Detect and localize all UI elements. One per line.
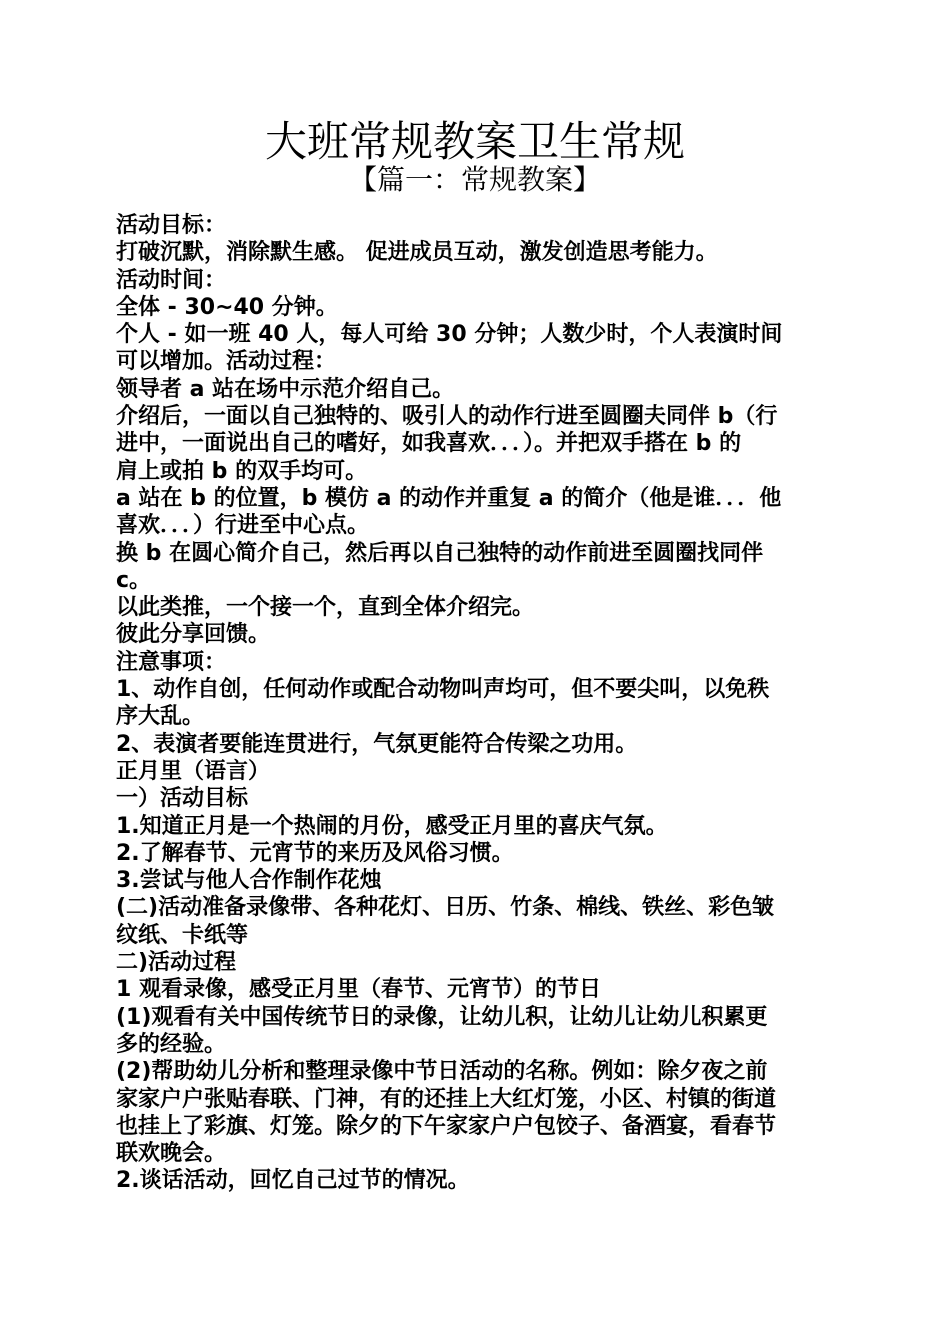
body-line: 一）活动目标 <box>116 786 249 812</box>
document-body <box>116 212 836 1195</box>
body-line: 肩上或拍 b 的双手均可。 <box>116 458 368 484</box>
body-line: 1 观看录像，感受正月里（春节、元宵节）的节日 <box>116 977 601 1003</box>
body-line: 多的经验。 <box>116 1031 227 1057</box>
body-line: (1)观看有关中国传统节日的录像，让幼儿积，让幼儿让幼儿积累更 <box>116 1004 768 1030</box>
body-line: 纹纸、卡纸等 <box>116 922 249 948</box>
body-line: 活动目标： <box>116 213 227 238</box>
body-line: 正月里（语言） <box>116 758 271 784</box>
body-line: 联欢晚会。 <box>116 1141 227 1167</box>
body-line: 3.尝试与他人合作制作花烛 <box>116 868 382 894</box>
body-line: 1.知道正月是一个热闹的月份，感受正月里的喜庆气氛。 <box>116 813 668 839</box>
body-line: 喜欢．．．）行进至中心点。 <box>116 513 370 539</box>
body-line: 也挂上了彩旗、灯笼。除夕的下午家家户户包饺子、备酒宴，看春节 <box>116 1113 777 1139</box>
body-line: 介绍后，一面以自己独特的、吸引人的动作行进至圆圈夫同伴 b（行 <box>116 404 778 430</box>
body-line: 2.谈话活动，回忆自己过节的情况。 <box>116 1168 470 1194</box>
body-line: 进中，一面说出自己的嗜好，如我喜欢．．．）。并把双手搭在 b 的 <box>116 431 742 457</box>
body-line: 以此类推，一个接一个，直到全体介绍完。 <box>116 595 535 621</box>
body-line: a 站在 b 的位置，b 模仿 a 的动作并重复 a 的简介（他是谁．．．他 <box>116 485 782 511</box>
body-line: 注意事项： <box>116 649 227 675</box>
body-line: 领导者 a 站在场中示范介绍自己。 <box>116 376 455 402</box>
body-line: 二)活动过程 <box>116 950 237 976</box>
body-line: 2.了解春节、元宵节的来历及风俗习惯。 <box>116 840 514 866</box>
body-line: 换 b 在圆心简介自己，然后再以自己独特的动作前进至圆圈找同伴 <box>116 540 764 566</box>
body-line: (2)帮助幼儿分析和整理录像中节日活动的名称。例如：除夕夜之前 <box>116 1059 768 1085</box>
body-line: 打破沉默，消除默生感。 促进成员互动，激发创造思考能力。 <box>116 240 718 266</box>
body-line: 可以增加。活动过程： <box>116 349 337 375</box>
body-line: 序大乱。 <box>116 704 205 730</box>
body-line: 活动时间： <box>116 267 227 293</box>
body-line: (二)活动准备录像带、各种花灯、日历、竹条、棉线、铁丝、彩色皱 <box>116 895 775 921</box>
document-title: 大班常规教案卫生常规 <box>264 117 685 166</box>
body-line: 1、动作自创，任何动作或配合动物叫声均可，但不要尖叫，以免秩 <box>116 677 770 703</box>
body-line: 2、表演者要能连贯进行，气氛更能符合传梁之功用。 <box>116 731 638 757</box>
body-line: 彼此分享回馈。 <box>116 622 271 648</box>
body-line: 全体 - 30~40 分钟。 <box>116 294 338 320</box>
body-line: c。 <box>116 567 152 593</box>
document-subtitle: 【篇一：常规教案】 <box>348 163 601 196</box>
body-line: 个人 - 如一班 40 人，每人可给 30 分钟；人数少时，个人表演时间 <box>116 322 783 348</box>
body-line: 家家户户张贴春联、门神，有的还挂上大红灯笼，小区、村镇的街道 <box>116 1086 777 1112</box>
